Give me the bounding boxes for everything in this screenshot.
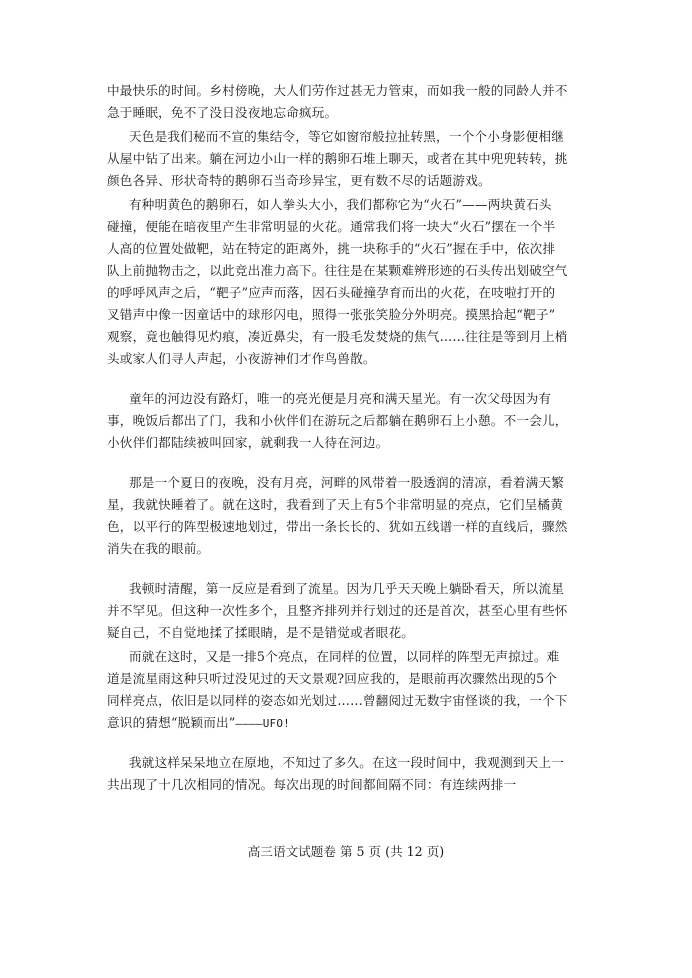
paragraph-line: 颜色各异、形状奇特的鹅卵石当奇珍异宝，更有数不尽的话题游戏。 [107,173,491,188]
paragraph-line: 消失在我的眼前。 [107,541,210,556]
ufo-lead-text: 意识的猜想“脱颖而出” [107,715,236,730]
paragraph-line: 中最快乐的时间。乡村傍晚，大人们劳作过甚无力管束，而如我一般的同龄人并不 [107,83,568,98]
paragraph-line: 星，我就快睡着了。就在这时，我看到了天上有5个非常明显的亮点，它们呈橘黄 [107,497,563,512]
paragraph-line: 我顿时清醒，第一反应是看到了流星。因为几乎天天晚上躺卧看天，所以流星 [129,581,564,596]
paragraph-line: 碰撞，便能在暗夜里产生非常明显的火花。通常我们将一块大“火石”摆在一个半 [107,219,556,234]
page-footer: 高三语文试题卷 第 5 页 (共 12 页) [247,844,445,859]
ufo-word: UFO! [262,717,291,730]
paragraph-line: 童年的河边没有路灯，唯一的亮光便是月亮和满天星光。有一次父母因为有 [129,391,552,406]
paragraph-line: 小伙伴们都陆续被叫回家，就剩我一人待在河边。 [107,435,389,450]
ufo-dash: ———— [235,717,263,730]
paragraph-line: 队上前抛物击之，以此竞出准力高下。往往是在某颗难辨形迹的石头传出划破空气 [107,263,568,278]
paragraph-line: 我就这样呆呆地立在原地，不知过了多久。在这一段时间中，我观测到天上一 [129,755,564,770]
paragraph-line: 同样亮点，依旧是以同样的姿态如光划过……曾翻阅过无数宇宙怪谈的我，一个下 [107,693,568,708]
paragraph-line: 色，以平行的阵型极速地划过，带出一条长长的、犹如五线谱一样的直线后，骤然 [107,519,568,534]
paragraph-line: 观察，竟也触得见灼痕，凑近鼻尖，有一股毛发焚烧的焦气……往往是等到月上梢 [107,329,568,344]
paragraph-line: 事，晚饭后都出了门，我和小伙伴们在游玩之后都躺在鹅卵石上小憩。不一会儿， [107,413,568,428]
paragraph-line: 道是流星雨这种只听过没见过的天文景观?回应我的，是眼前再次骤然出现的5个 [107,671,558,686]
paragraph-line: 人高的位置处做靶，站在特定的距离外，挑一块称手的“火石”握在手中，依次排 [107,241,556,256]
paragraph-line: 叉错声中像一因童话中的球形闪电，照得一张张笑脸分外明亮。摸黑拾起“靶子” [107,307,556,322]
paragraph-line: 天色是我们秘而不宣的集结令，等它如窗帘般拉扯转黑，一个个小身影便相继 [129,129,564,144]
paragraph-line: 共出现了十几次相同的情况。每次出现的时间都间隔不同：有连续两排一 [107,777,517,792]
article-body [107,80,591,796]
paragraph-line: 而就在这时，又是一排5个亮点，在同样的位置，以同样的阵型无声掠过。难 [129,649,560,664]
paragraph-line: 急于睡眠，免不了没日没夜地忘命疯玩。 [107,105,338,120]
paragraph-line: 并不罕见。但这种一次性多个，且整齐排列并行划过的还是首次，甚至心里有些怀 [107,603,568,618]
paragraph-line: 有种明黄色的鹅卵石，如人拳头大小，我们都称它为“火石”——两块黄石头 [129,197,552,212]
paragraph-line: 疑自己，不自觉地揉了揉眼睛，是不是错觉或者眼花。 [107,625,415,640]
paragraph-line: 那是一个夏日的夜晚，没有月亮，河畔的风带着一股透润的清凉，看着满天繁 [129,475,564,490]
paragraph-line: 从屋中钻了出来。躺在河边小山一样的鹅卵石堆上聊天，或者在其中兜兜转转，挑 [107,151,568,166]
paragraph-line: 的呼呼风声之后，“靶子”应声而落，因石头碰撞孕育而出的火花，在吱啦打开的 [107,285,556,300]
paragraph-line: 头或家人们寻人声起，小夜游神们才作鸟兽散。 [107,351,376,366]
paragraph-line-ufo [107,712,591,734]
